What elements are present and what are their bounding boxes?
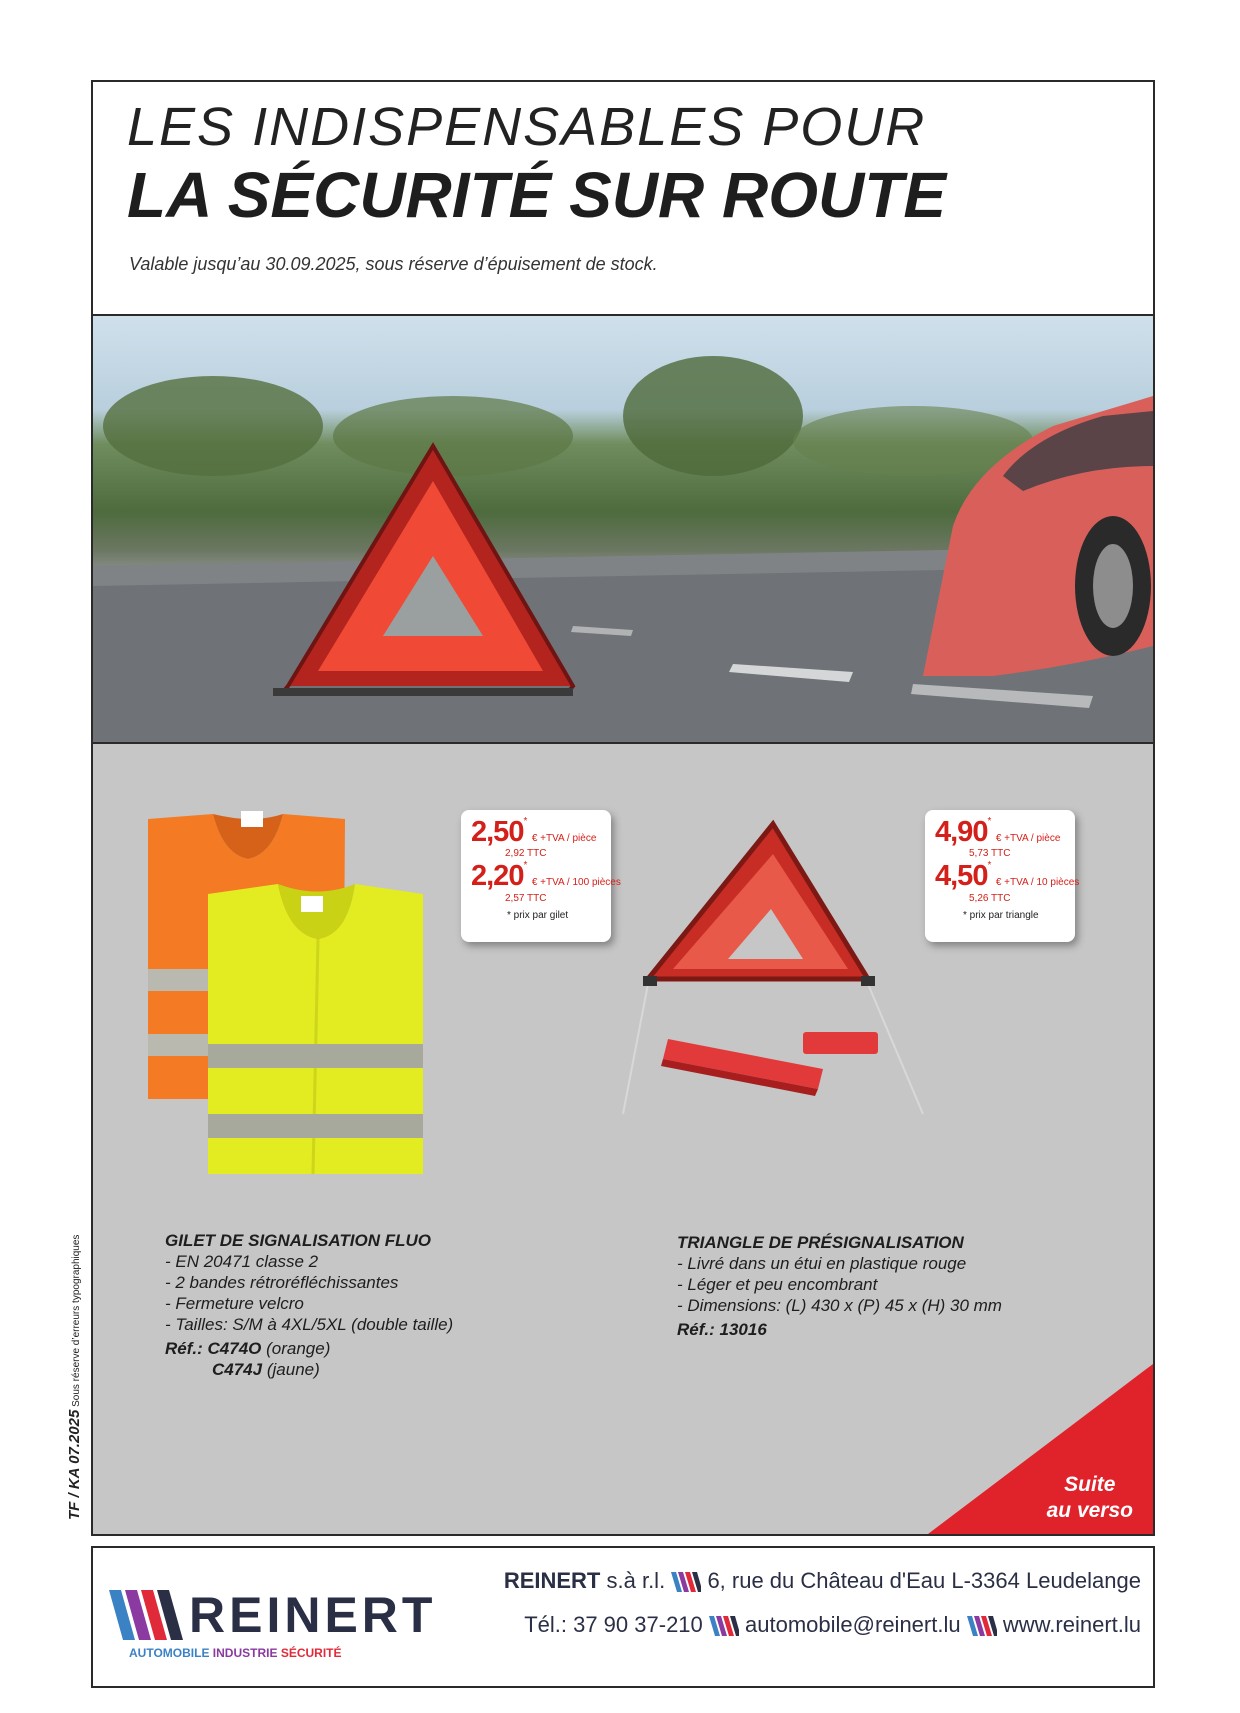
logo-sub-automobile: AUTOMOBILE xyxy=(129,1646,210,1660)
triangle-price-2-unit: € +TVA / 10 pièces xyxy=(995,877,1080,888)
triangle-feature: - Livré dans un étui en plastique rouge xyxy=(677,1254,967,1273)
triangle-price-box: 4,90* € +TVA / pièce 5,73 TTC 4,50* € +TVA / 10 pièces 5,26 TTC * prix par triangle xyxy=(925,810,1075,942)
vest-ref-label: Réf.: xyxy=(165,1339,203,1358)
warning-triangle-image xyxy=(603,814,933,1134)
hero-photo-warning-triangle xyxy=(93,314,1153,744)
reinert-logo xyxy=(105,1570,437,1670)
vest-ref-1-desc: (orange) xyxy=(266,1339,331,1358)
vest-price-1-ttc: 2,92 TTC xyxy=(505,848,547,859)
vest-title: GILET DE SIGNALISATION FLUO xyxy=(165,1231,432,1250)
separator-stripes-icon xyxy=(709,1616,739,1636)
header xyxy=(93,82,1153,314)
vest-price-box: 2,50* € +TVA / pièce 2,92 TTC 2,20* € +TVA / 100 pièces 2,57 TTC * prix par gilet xyxy=(461,810,611,942)
vest-feature: - 2 bandes rétroréfléchissantes xyxy=(165,1273,399,1292)
poster-frame xyxy=(91,80,1155,1536)
vest-price-1-unit: € +TVA / pièce xyxy=(531,833,597,844)
company-email[interactable]: automobile@reinert.lu xyxy=(745,1612,961,1637)
vest-description xyxy=(165,1230,605,1380)
triangle-price-1-unit: € +TVA / pièce xyxy=(995,833,1061,844)
vest-price-2: 2,20 xyxy=(471,860,524,892)
logo-stripes-icon xyxy=(109,1590,193,1640)
triangle-title: TRIANGLE DE PRÉSIGNALISATION xyxy=(677,1233,964,1252)
company-name: REINERT xyxy=(503,1568,601,1593)
title-line-1: LES INDISPENSABLES POUR xyxy=(127,97,927,157)
products-section xyxy=(93,744,1153,1534)
separator-stripes-icon xyxy=(671,1572,701,1592)
triangle-price-2-ttc: 5,26 TTC xyxy=(969,893,1011,904)
triangle-feature: - Léger et peu encombrant xyxy=(677,1275,878,1294)
triangle-ref: Réf.: 13016 xyxy=(677,1320,767,1339)
vest-feature: - Tailles: S/M à 4XL/5XL (double taille) xyxy=(165,1315,454,1334)
company-address: 6, rue du Château d'Eau L-3364 Leudelange xyxy=(707,1568,1141,1593)
vest-price-1: 2,50 xyxy=(471,816,524,848)
vest-price-2-unit: € +TVA / 100 pièces xyxy=(531,877,621,888)
vest-price-2-ttc: 2,57 TTC xyxy=(505,893,547,904)
separator-stripes-icon xyxy=(967,1616,997,1636)
logo-wordmark: REINERT xyxy=(189,1587,437,1643)
contact-line-2 xyxy=(524,1612,1141,1638)
triangle-price-1: 4,90 xyxy=(935,816,988,848)
triangle-description xyxy=(677,1232,1097,1340)
triangle-price-2: 4,50 xyxy=(935,860,988,892)
hero-illustration xyxy=(93,316,1153,744)
triangle-price-1-ttc: 5,73 TTC xyxy=(969,848,1011,859)
logo-sub-securite: SÉCURITÉ xyxy=(280,1646,342,1660)
footer xyxy=(91,1546,1155,1688)
company-phone: Tél.: 37 90 37-210 xyxy=(524,1612,703,1637)
triangle-feature: - Dimensions: (L) 430 x (P) 45 x (H) 30 mm xyxy=(677,1296,1002,1315)
company-website[interactable]: www.reinert.lu xyxy=(1002,1612,1141,1637)
suite-line-1: Suite xyxy=(1064,1473,1116,1496)
validity-note: Valable jusqu’au 30.09.2025, sous réserve d’épuisement de stock. xyxy=(129,254,658,274)
title-line-2: LA SÉCURITÉ SUR ROUTE xyxy=(127,159,946,231)
vest-price-note: * prix par gilet xyxy=(507,910,569,921)
print-code: TF / KA 07.2025 xyxy=(66,1409,83,1520)
vest-feature: - EN 20471 classe 2 xyxy=(165,1252,319,1271)
triangle-price-note: * prix par triangle xyxy=(963,910,1039,921)
vest-feature: - Fermeture velcro xyxy=(165,1294,304,1313)
vest-ref-2-code: C474J xyxy=(212,1360,263,1379)
contact-line-1 xyxy=(504,1568,1141,1594)
typo-disclaimer: Sous réserve d’erreurs typographiques xyxy=(71,1234,82,1407)
logo-sub-industrie: INDUSTRIE xyxy=(212,1646,278,1660)
company-form: s.à r.l. xyxy=(606,1568,666,1593)
safety-vest-image xyxy=(133,799,433,1179)
vest-ref-2-desc: (jaune) xyxy=(266,1360,320,1379)
side-reference-note xyxy=(66,1235,83,1520)
suite-line-2: au verso xyxy=(1046,1499,1133,1522)
vest-ref-1-code: C474O xyxy=(207,1339,262,1358)
suite-au-verso-corner xyxy=(928,1364,1153,1534)
